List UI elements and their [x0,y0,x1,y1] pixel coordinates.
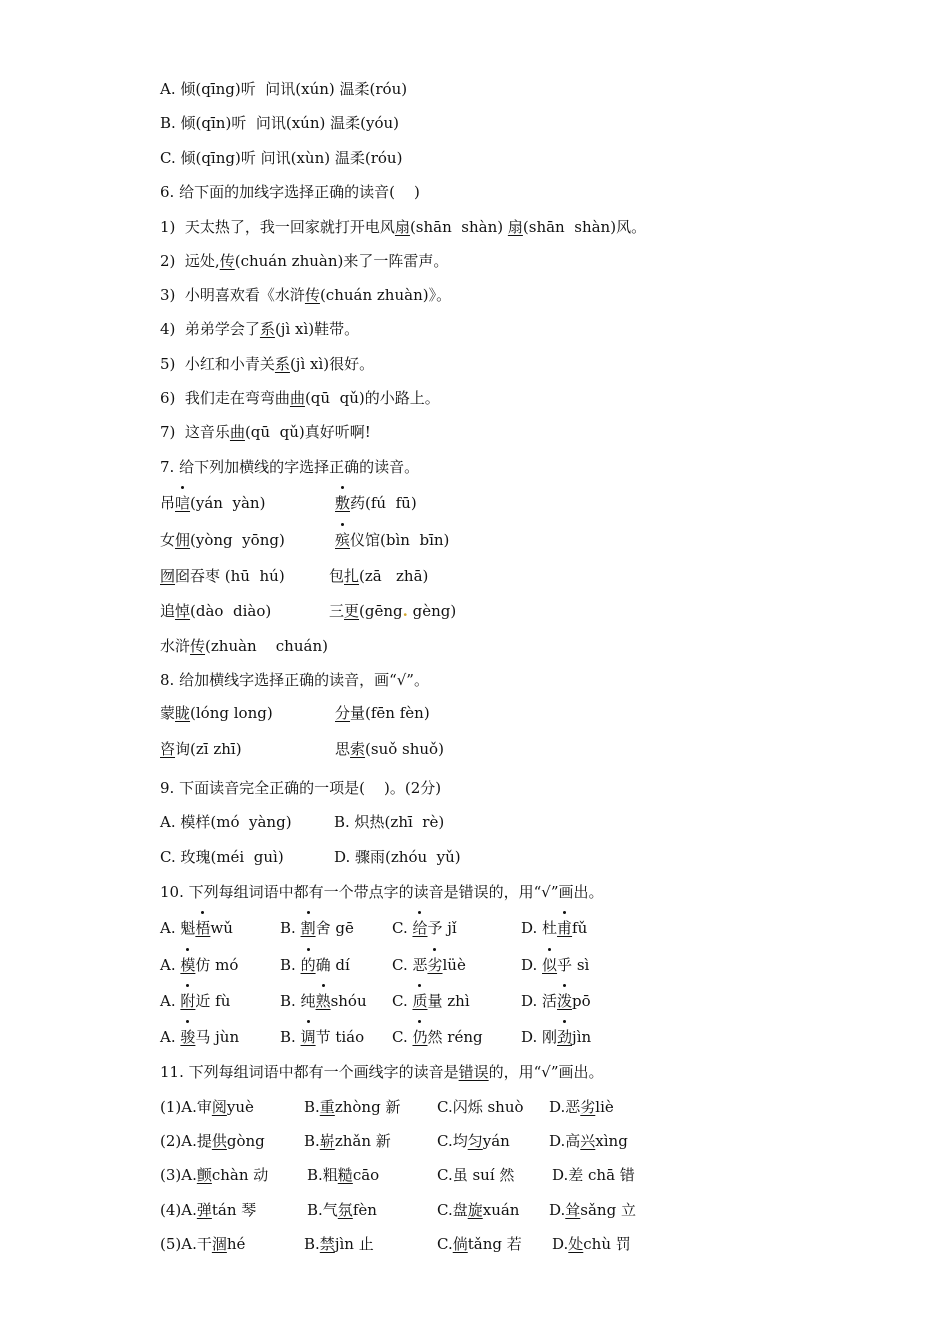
underlined-char: 匀 [467,1132,483,1150]
q11-text: D. [549,1201,566,1219]
q6-item-text: 5) 小红和小青关 [160,355,275,373]
dotted-underlined-char: 殡 [335,531,351,549]
q7-item [335,493,417,513]
q11-option [552,1234,631,1254]
q11-text: C.盘 [437,1201,468,1219]
q8-text: 思 [335,740,351,758]
q10-text: 仿 mó [195,956,239,974]
q10-option [392,1027,483,1047]
q11-option [437,1131,510,1151]
q10-title: 10. 下列每组词语中都有一个带点字的读音是错误的，用“√”画出。 [160,883,604,901]
q7-item [160,493,265,513]
q6-item-text: (qū qǔ)真好听啊! [244,423,371,441]
q11-option [549,1200,636,1220]
q7-item [335,530,449,550]
q10-option [521,1027,591,1047]
q11-text: jìn 止 [334,1235,374,1253]
q6-item-text: (qū qǔ)的小路上。 [304,389,440,407]
q11-text: zhǎn 新 [334,1132,391,1150]
q11-text: cāo [352,1166,380,1184]
q10-text: 乎 sì [557,956,590,974]
q7-text: 仪馆(bìn bīn) [350,531,450,549]
q10-option [160,991,230,1011]
underlined-char: 阅 [211,1098,227,1116]
q11-text: C. [437,1235,453,1253]
dotted-char: 劣 [427,956,443,974]
q8-item [160,739,242,759]
q9-option-a: A. 模样(mó yàng) [160,813,292,831]
q11-option [304,1097,400,1117]
q7-text: 水浒 [160,637,191,655]
q6-item-text: 2) 远处, [160,252,220,270]
q9-option-d: D. 骤雨(zhóu yǔ) [334,848,461,866]
underlined-char: 糙 [337,1166,353,1184]
q5-option-b: B. 倾(qīn)听 问讯(xún) 温柔(yóu) [160,114,399,132]
q11-option [307,1165,379,1185]
underlined-char: 眬 [175,704,191,722]
q9-option-c: C. 玫瑰(méi guì) [160,848,284,866]
q6-item-1 [160,217,646,237]
q10-option [160,955,238,975]
q6-item-text: 3) 小明喜欢看《水浒 [160,286,305,304]
q5-option-c: C. 倾(qīng)听 问讯(xùn) 温柔(róu) [160,149,403,167]
q10-text: C. [392,919,413,937]
q10-option [160,1027,239,1047]
q6-item-text: (shān shàn)风。 [522,218,647,236]
q11-text: zhòng 新 [334,1098,401,1116]
q5-option-a: A. 倾(qīng)听 问讯(xún) 温柔(róu) [160,80,408,98]
q10-text: C. [392,1028,413,1046]
q11-text: (5)A.干 [160,1235,212,1253]
q11-option [160,1165,268,1185]
q8-text: 量(fēn fèn) [350,704,430,722]
q10-text: A. [160,992,181,1010]
q6-item-3 [160,285,451,305]
q11-text: B.气 [307,1201,338,1219]
q10-text: D. 杜 [521,919,558,937]
q11-text: (4)A. [160,1201,197,1219]
q10-option [521,991,591,1011]
dotted-underlined-char: 敷 [335,494,351,512]
q11-text: liè [595,1098,614,1116]
underlined-char: 咨 [160,740,176,758]
q7-text: 女 [160,531,176,549]
q11-text: tǎng 若 [467,1235,522,1253]
q7-item [160,566,285,586]
dotted-char: 甫 [557,919,573,937]
dotted-char: 模 [180,956,196,974]
q11-option [437,1200,519,1220]
q11-text: B. [304,1235,320,1253]
q11-option [437,1234,522,1254]
q11-text: B. [304,1132,320,1150]
q9-title: 9. 下面读音完全正确的一项是( )。(2分) [160,779,442,797]
q7-item [160,601,271,621]
q11-text: B. [304,1098,320,1116]
underlined-char: 重 [319,1098,335,1116]
q6-title: 6. 给下面的加线字选择正确的读音( ) [160,183,420,201]
q10-text: B. [280,919,301,937]
q11-title-text: 的，用“√”画出。 [488,1063,604,1081]
q11-text: (2)A.提 [160,1132,212,1150]
q11-option [437,1165,514,1185]
dotted-char: 附 [180,992,196,1010]
underlined-char: 弹 [196,1201,212,1219]
q7-item [329,566,428,586]
q10-text: B. [280,956,301,974]
underlined-char: 扇 [507,218,523,236]
underlined-char: 传 [304,286,320,304]
underlined-char: 涸 [211,1235,227,1253]
q6-item-text: 4) 弟弟学会了 [160,320,260,338]
q8-text: 蒙 [160,704,176,722]
q6-item-text: (jì xì)鞋带。 [274,320,360,338]
q7-title: 7. 给下列加横线的字选择正确的读音。 [160,458,420,476]
underlined-char: 更 [344,602,360,620]
q10-text: fǔ [572,919,588,937]
q7-text: 三 [329,602,345,620]
q11-text: B.粗 [307,1166,338,1184]
q10-text: D. [521,956,543,974]
q10-text: jìn [572,1028,592,1046]
underlined-char: 氛 [337,1201,353,1219]
q11-option [304,1234,374,1254]
underlined-char: 曲 [289,389,305,407]
q11-text: xuán [482,1201,520,1219]
q6-item-text: (chuán zhuàn)来了一阵雷声。 [234,252,449,270]
q10-text: 量 zhì [427,992,470,1010]
q11-text: D.差 chā 错 [552,1166,635,1184]
q11-text: yán [482,1132,510,1150]
underlined-char: 系 [259,320,275,338]
q7-text: 包 [329,567,345,585]
q8-title: 8. 给加横线字选择正确的读音，画“√”。 [160,671,429,689]
q6-item-2 [160,251,448,271]
underlined-char: 传 [219,252,235,270]
q7-text: 追 [160,602,176,620]
q10-text: A. [160,1028,181,1046]
q10-option [521,955,589,975]
q10-option [392,918,457,938]
q10-text: pō [572,992,591,1010]
q10-text: A. [160,956,181,974]
dotted-char: 劲 [557,1028,573,1046]
q6-item-text: 6) 我们走在弯弯曲 [160,389,290,407]
underlined-char: 曲 [229,423,245,441]
q6-item-text: (chuán zhuàn)》。 [319,286,452,304]
q11-text: (3)A. [160,1166,197,1184]
q10-text: 确 dí [315,956,350,974]
q6-item-text: (jì xì)很好。 [289,355,375,373]
q7-text: (zā zhā) [359,567,429,585]
underlined-char: 索 [350,740,366,758]
dotted-char: 的 [300,956,316,974]
q6-item-text: 1) 天太热了，我一回家就打开电风 [160,218,395,236]
q10-text: wǔ [210,919,233,937]
q7-text: 药(fú fū) [350,494,417,512]
q7-text: (zhuàn chuán) [205,637,328,655]
q11-text: chù 罚 [583,1235,631,1253]
q10-text: B. [280,1028,301,1046]
q11-option [549,1097,614,1117]
q10-text: 节 tiáo [315,1028,365,1046]
underlined-char: 悼 [175,602,191,620]
dotted-char: 割 [300,919,316,937]
q10-text: B. 纯 [280,992,316,1010]
q11-option [437,1097,524,1117]
q7-item [329,601,456,621]
dotted-char: 仍 [412,1028,428,1046]
q10-text: 马 jùn [195,1028,240,1046]
q8-item [160,703,273,723]
q10-text: D. 刚 [521,1028,558,1046]
q11-text: D.高 [549,1132,581,1150]
q7-text: gèng) [407,602,457,620]
q10-option [280,918,354,938]
q10-text: C. 恶 [392,956,428,974]
dotted-char: 泼 [557,992,573,1010]
q10-text: 近 fù [195,992,231,1010]
q11-option [307,1200,377,1220]
q10-option [392,955,466,975]
q11-text: tán 琴 [211,1201,257,1219]
q11-text: D. [552,1235,569,1253]
dotted-char: 给 [412,919,428,937]
q11-option [304,1131,391,1151]
underlined-char: 崭 [319,1132,335,1150]
q7-text: (yòng yōng) [190,531,285,549]
q11-text: C.均 [437,1132,468,1150]
underlined-char: 供 [211,1132,227,1150]
q10-text: D. 活 [521,992,558,1010]
q11-text: D.恶 [549,1098,581,1116]
underlined-char: 系 [274,355,290,373]
q11-title [160,1062,604,1082]
underlined-char: 囫 [160,567,176,585]
q6-item-4 [160,319,359,339]
highlight-mark: . [402,602,408,620]
q7-item [160,636,328,656]
q10-text: 予 jǐ [427,919,457,937]
q8-item [335,739,444,759]
q10-text: shóu [330,992,367,1010]
q10-text: 舍 gē [315,919,354,937]
q11-text: chàn 动 [211,1166,269,1184]
q8-item [335,703,430,723]
q11-text: hé [226,1235,246,1253]
q7-text: (yán yàn) [190,494,266,512]
underlined-char: 兴 [580,1132,596,1150]
q6-item-5 [160,354,374,374]
dotted-char: 调 [300,1028,316,1046]
q11-option [552,1165,635,1185]
underlined-word: 错误 [458,1063,489,1081]
q11-text: sǎng 立 [580,1201,636,1219]
q10-text: 然 réng [427,1028,483,1046]
underlined-char: 颤 [196,1166,212,1184]
q11-option [160,1234,245,1254]
q6-item-text: 7) 这音乐 [160,423,230,441]
q10-option [280,955,350,975]
q6-item-text: (shān shàn) [409,218,508,236]
q7-text: (gēng [359,602,403,620]
q10-option [280,1027,364,1047]
q6-item-6 [160,388,440,408]
dotted-char: 似 [542,956,558,974]
underlined-char: 劣 [580,1098,596,1116]
q11-option [160,1097,254,1117]
q11-option [160,1200,256,1220]
q10-text: lüè [442,956,466,974]
dotted-char: 梧 [195,919,211,937]
underlined-char: 倘 [452,1235,468,1253]
underlined-char: 分 [335,704,351,722]
q11-text: (1)A.审 [160,1098,212,1116]
q10-option [160,918,233,938]
q11-text: fèn [352,1201,377,1219]
q11-option [160,1131,265,1151]
q10-text: A. 魁 [160,919,196,937]
q10-text: C. [392,992,413,1010]
q7-text: 囵吞枣 (hū hú) [175,567,285,585]
q8-text: 询(zī zhī) [175,740,242,758]
underlined-char: 耸 [565,1201,581,1219]
q11-text: yuè [226,1098,254,1116]
q7-item [160,530,285,550]
q11-text: xìng [595,1132,628,1150]
q11-option [549,1131,628,1151]
q10-option [521,918,587,938]
dotted-underlined-char: 唁 [175,494,191,512]
underlined-char: 旋 [467,1201,483,1219]
underlined-char: 处 [568,1235,584,1253]
q8-text: (suǒ shuǒ) [365,740,444,758]
q6-item-7 [160,422,371,442]
dotted-char: 熟 [315,992,331,1010]
dotted-char: 骏 [180,1028,196,1046]
q11-text: gòng [226,1132,265,1150]
q11-text: C.闪烁 shuò [437,1098,524,1116]
q7-text: 吊 [160,494,176,512]
underlined-char: 扇 [394,218,410,236]
q10-option [280,991,367,1011]
q11-text: C.虽 suí 然 [437,1166,515,1184]
q7-text: (dào diào) [190,602,272,620]
q9-option-b: B. 炽热(zhī rè) [334,813,445,831]
dotted-char: 质 [412,992,428,1010]
q8-text: (lóng long) [190,704,273,722]
q11-title-text: 11. 下列每组词语中都有一个画线字的读音是 [160,1063,459,1081]
underlined-char: 佣 [175,531,191,549]
q10-option [392,991,470,1011]
underlined-char: 禁 [319,1235,335,1253]
underlined-char: 传 [190,637,206,655]
underlined-char: 扎 [344,567,360,585]
